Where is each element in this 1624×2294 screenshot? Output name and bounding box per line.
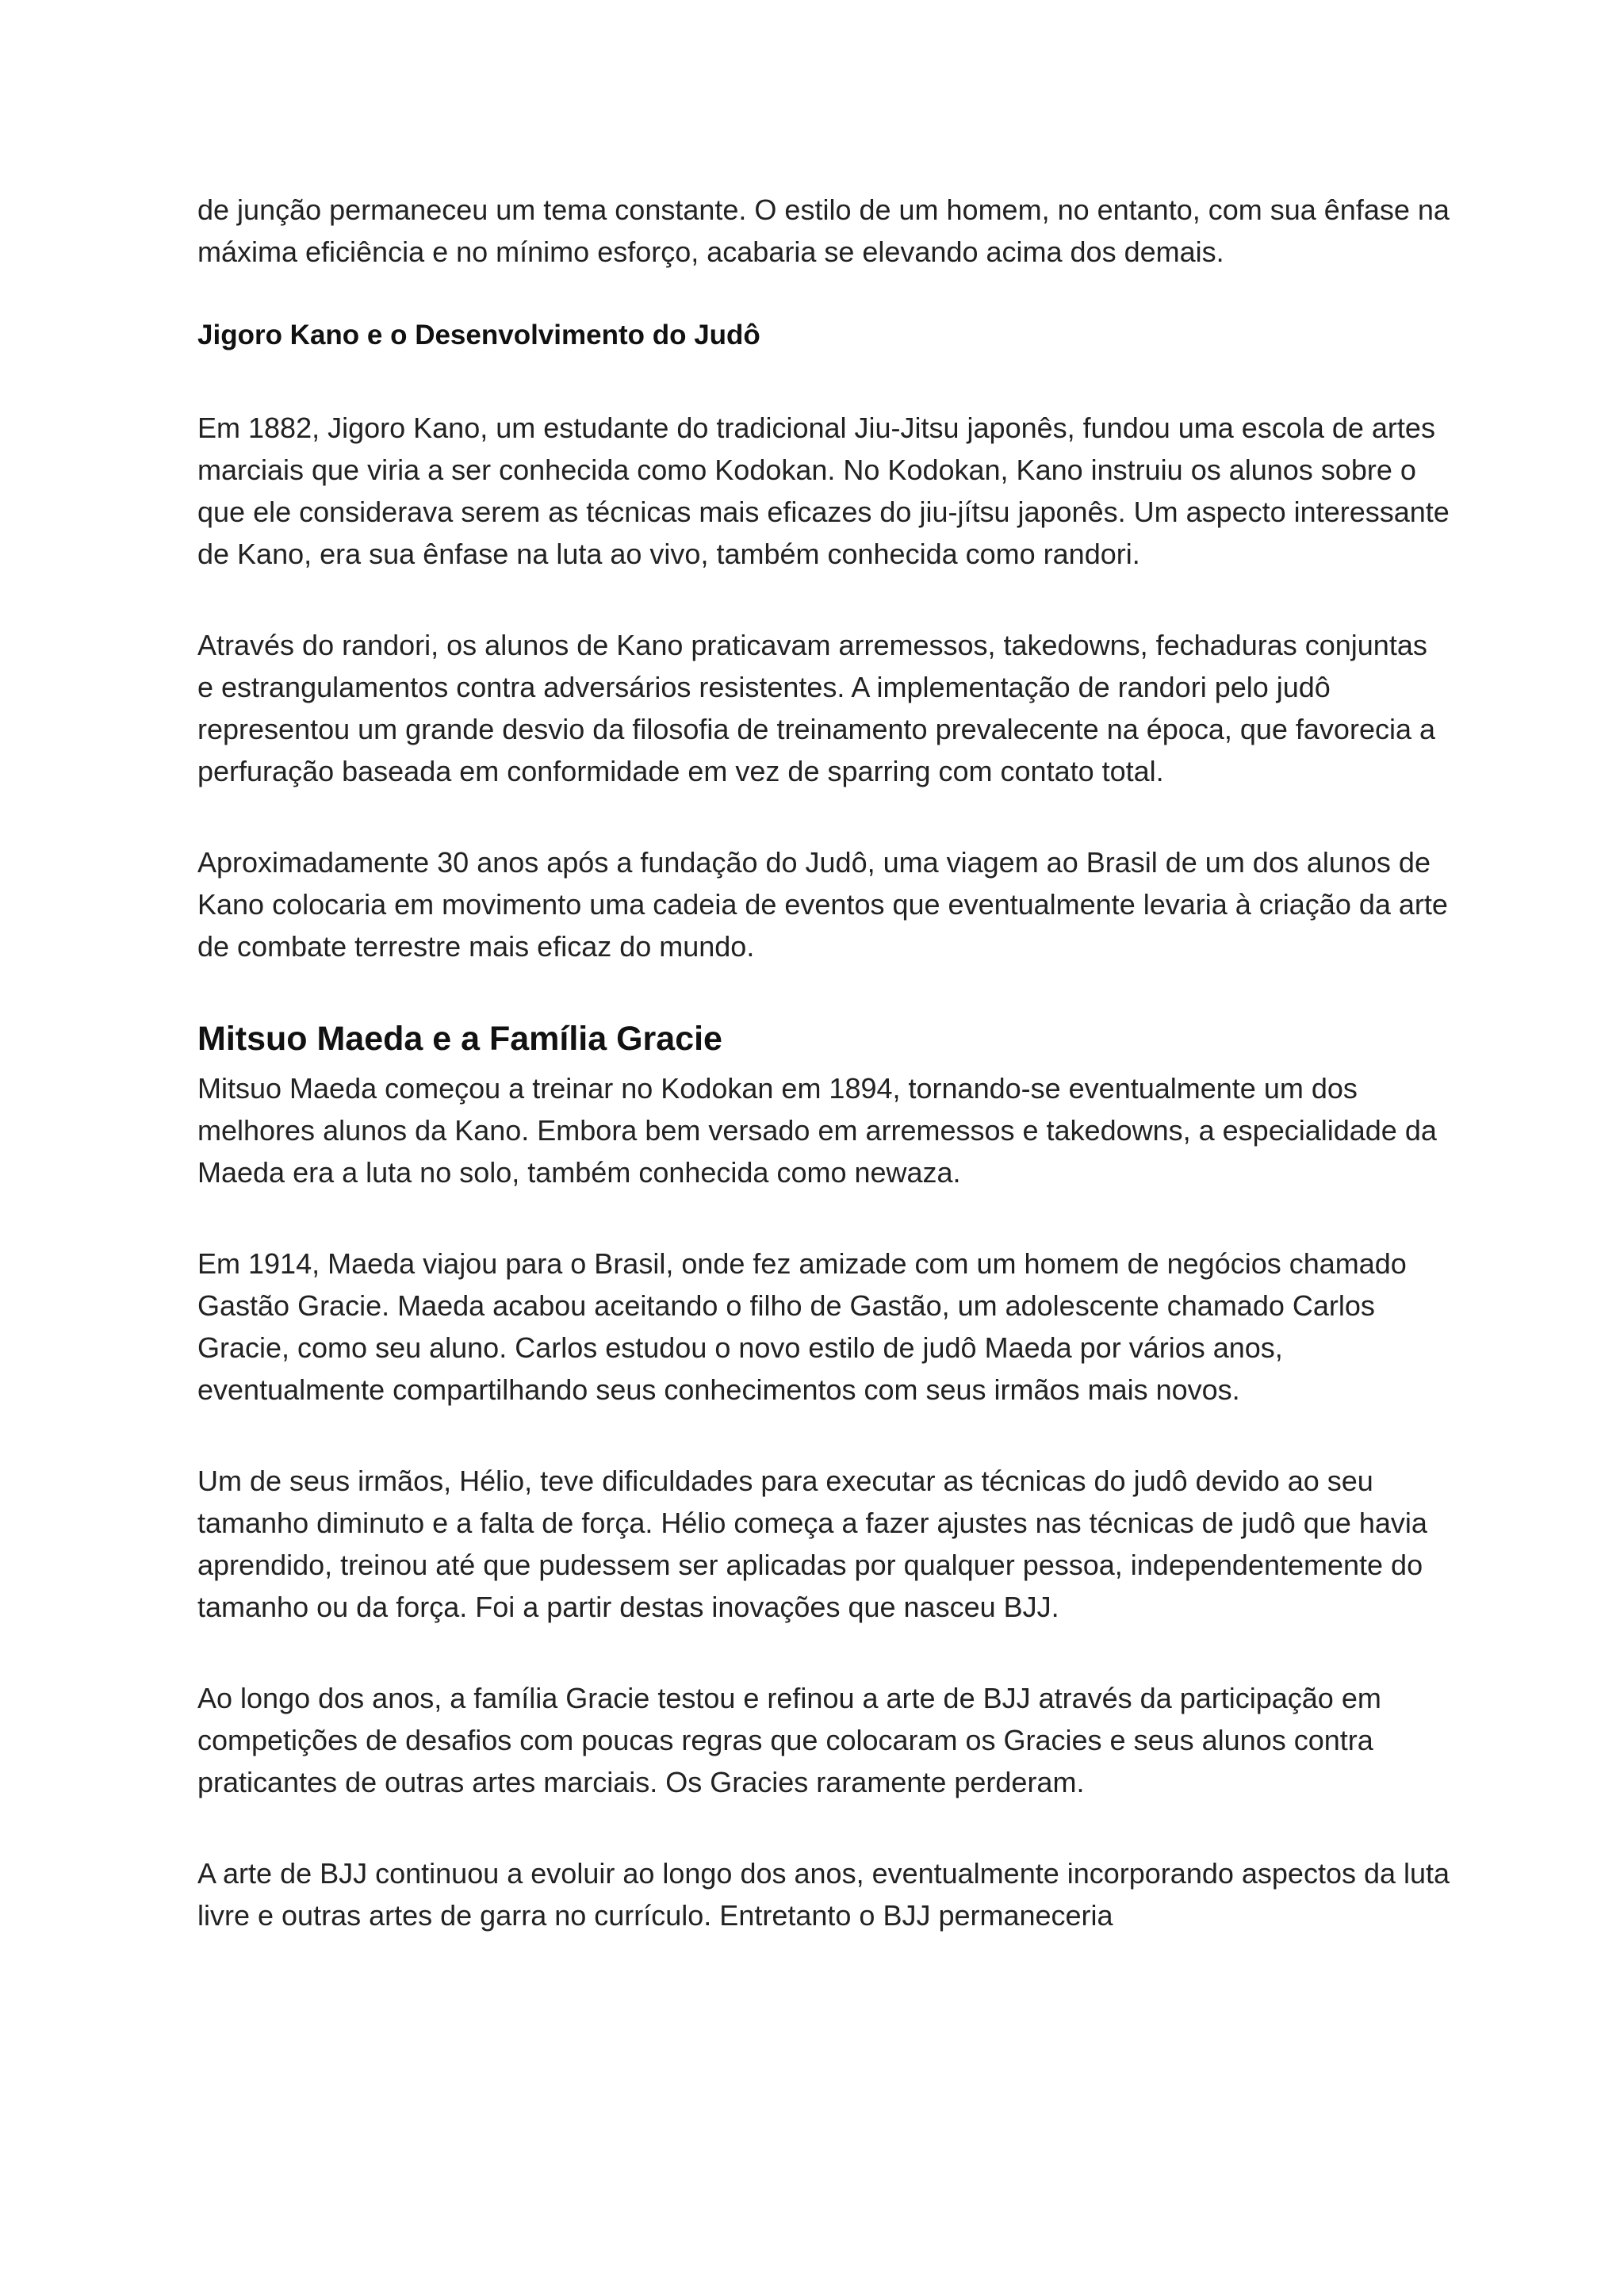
section-heading-maeda: Mitsuo Maeda e a Família Gracie: [197, 1020, 722, 1058]
document-body: [197, 189, 1450, 1936]
paragraph-maeda-2: Em 1914, Maeda viajou para o Brasil, onde fez amizade com um homem de negócios chamado Gastão Gracie. Maeda acabou aceitando o filho de Gastão, um adolescente chamado Carlos Gracie, como seu aluno. Carlos estudou o novo estilo de judô Maeda por vários anos, eventualmente compartilhando seus conhecimentos com seus irmãos mais novos.: [197, 1247, 1407, 1406]
paragraph-maeda-5: A arte de BJJ continuou a evoluir ao longo dos anos, eventualmente incorporando aspectos da luta livre e outras artes de garra no currículo. Entretanto o BJJ permaneceria: [197, 1857, 1450, 1932]
intro-paragraph: de junção permaneceu um tema constante. O estilo de um homem, no entanto, com sua ênfase na máxima eficiência e no mínimo esforço, acabaria se elevando acima dos demais.: [197, 193, 1450, 268]
paragraph-kano-2: Através do randori, os alunos de Kano praticavam arremessos, takedowns, fechaduras conjuntas e estrangulamentos contra adversários resistentes. A implementação de randori pelo judô representou um grande desvio da filosofia de treinamento prevalecente na época, que favorecia a perfuração baseada em conformidade em vez de sparring com contato total.: [197, 629, 1436, 787]
paragraph-kano-1: Em 1882, Jigoro Kano, um estudante do tradicional Jiu-Jitsu japonês, fundou uma escola de artes marciais que viria a ser conhecida como Kodokan. No Kodokan, Kano instruiu os alunos sobre o que ele considerava serem as técnicas mais eficazes do jiu-jítsu japonês. Um aspecto interessante de Kano, era sua ênfase na luta ao vivo, também conhecida como randori.: [197, 412, 1450, 570]
paragraph-maeda-1: Mitsuo Maeda começou a treinar no Kodokan em 1894, tornando-se eventualmente um dos melhores alunos da Kano. Embora bem versado em arremessos e takedowns, a especialidade da Maeda era a luta no solo, também conhecida como newaza.: [197, 1072, 1437, 1189]
section-subheading-kano: Jigoro Kano e o Desenvolvimento do Judô: [197, 320, 760, 350]
paragraph-maeda-3: Um de seus irmãos, Hélio, teve dificuldades para executar as técnicas do judô devido ao seu tamanho diminuto e a falta de força. Hélio começa a fazer ajustes nas técnicas de judô que havia aprendido, treinou até que pudessem ser aplicadas por qualquer pessoa, independentemente do tamanho ou da força. Foi a partir destas inovações que nasceu BJJ.: [197, 1465, 1427, 1623]
paragraph-maeda-4: Ao longo dos anos, a família Gracie testou e refinou a arte de BJJ através da participação em competições de desafios com poucas regras que colocaram os Gracies e seus alunos contra praticantes de outras artes marciais. Os Gracies raramente perderam.: [197, 1682, 1381, 1798]
paragraph-kano-3: Aproximadamente 30 anos após a fundação do Judô, uma viagem ao Brasil de um dos alunos de Kano colocaria em movimento uma cadeia de eventos que eventualmente levaria à criação da arte de combate terrestre mais eficaz do mundo.: [197, 846, 1448, 963]
